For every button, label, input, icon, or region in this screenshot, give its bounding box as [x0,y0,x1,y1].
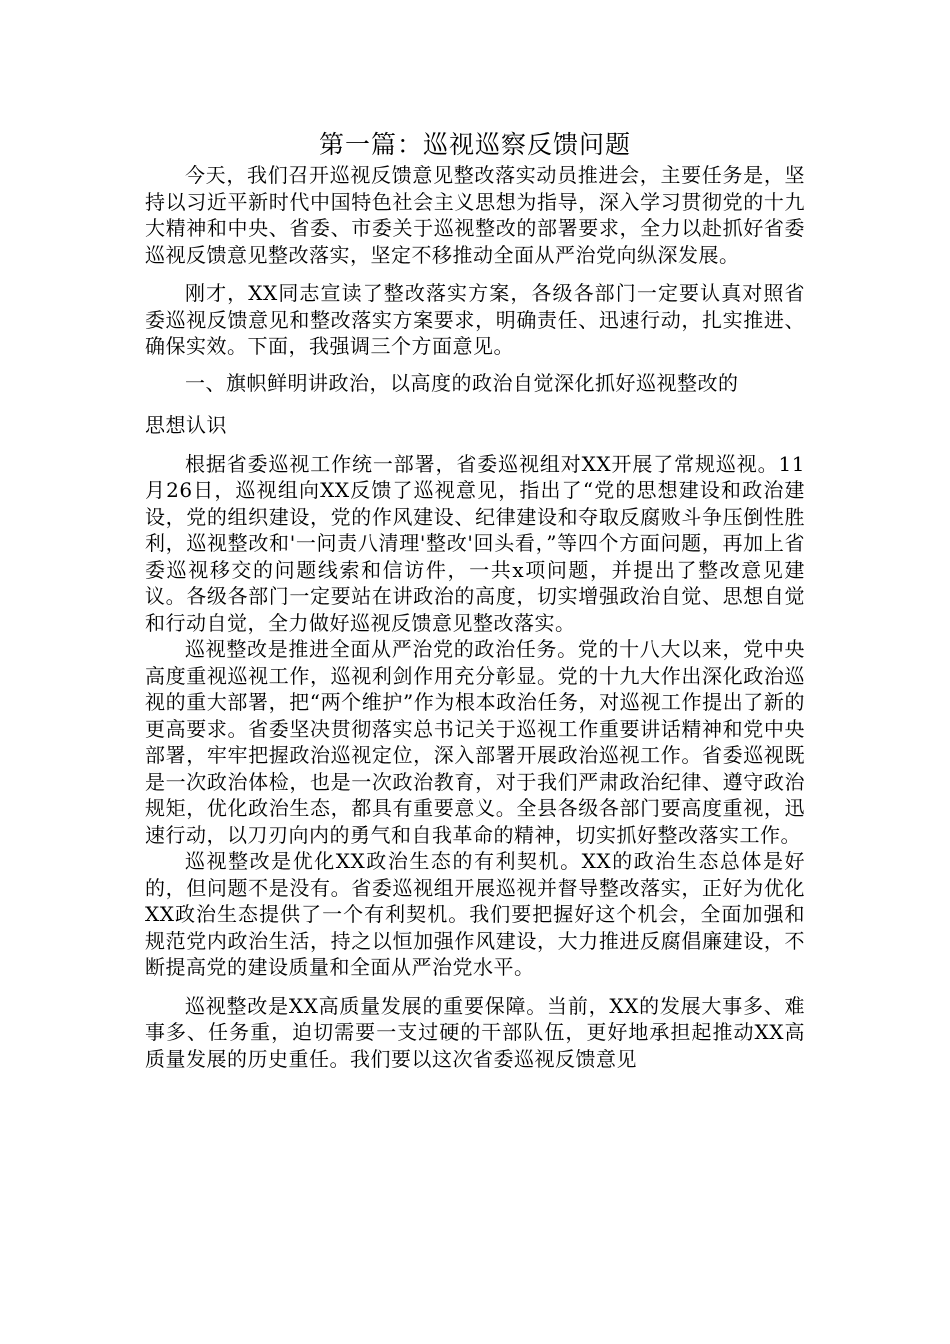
document-title: 第一篇：巡视巡察反馈问题 [318,130,631,159]
body-paragraph-1: 根据省委巡视工作统一部署，省委巡视组对XX开展了常规巡视。11月26日，巡视组向XX反馈了巡视意见，指出了“党的思想建设和政治建设，党的组织建设，党的作风建设、纪律建设和夺取反腐败斗争压倒性胜利，巡视整改和'一问责八清理'整改'回头看，”等四个方面问题，再加上省委巡视移交的问题线索和信访件，一共x项问题，并提出了整改意见建议。各级各部门一定要站在讲政治的高度，切实增强政治自觉、思想自觉和行动自觉，全力做好巡视反馈意见整改落实。 [145,451,805,635]
section-heading-continued: 思想认识 [145,413,227,437]
section-heading: 一、旗帜鲜明讲政治，以高度的政治自觉深化抓好巡视整改的 [185,370,739,395]
intro-paragraph-1: 今天，我们召开巡视反馈意见整改落实动员推进会，主要任务是，坚持以习近平新时代中国特色社会主义思想为指导，深入学习贯彻党的十九大精神和中央、省委、市委关于巡视整改的部署要求，全力以赴抓好省委巡视反馈意见整改落实，坚定不移推动全面从严治党向纵深发展。 [145,163,805,267]
body-paragraph-4: 巡视整改是XX高质量发展的重要保障。当前，XX的发展大事多、难事多、任务重，迫切需要一支过硬的干部队伍，更好地承担起推动XX高质量发展的历史重任。我们要以这次省委巡视反馈意见 [145,993,805,1071]
document-page [145,128,805,1072]
body-paragraph-3: 巡视整改是优化XX政治生态的有利契机。XX的政治生态总体是好的，但问题不是没有。省委巡视组开展巡视并督导整改落实，正好为优化XX政治生态提供了一个有利契机。我们要把握好这个机会，全面加强和规范党内政治生活，持之以恒加强作风建设，大力推进反腐倡廉建设，不断提高党的建设质量和全面从严治党水平。 [145,849,805,979]
intro-paragraph-2: 刚才，XX同志宣读了整改落实方案，各级各部门一定要认真对照省委巡视反馈意见和整改落实方案要求，明确责任、迅速行动，扎实推进、确保实效。下面，我强调三个方面意见。 [145,281,805,358]
body-paragraph-2: 巡视整改是推进全面从严治党的政治任务。党的十八大以来，党中央高度重视巡视工作，巡视利剑作用充分彰显。党的十九大作出深化政治巡视的重大部署，把“两个维护”作为根本政治任务，对巡视工作提出了新的更高要求。省委坚决贯彻落实总书记关于巡视工作重要讲话精神和党中央部署，牢牢把握政治巡视定位，深入部署开展政治巡视工作。省委巡视既是一次政治体检，也是一次政治教育，对于我们严肃政治纪律、遵守政治规矩，优化政治生态，都具有重要意义。全县各级各部门要高度重视，迅速行动，以刀刃向内的勇气和自我革命的精神，切实抓好整改落实工作。 [145,637,805,847]
